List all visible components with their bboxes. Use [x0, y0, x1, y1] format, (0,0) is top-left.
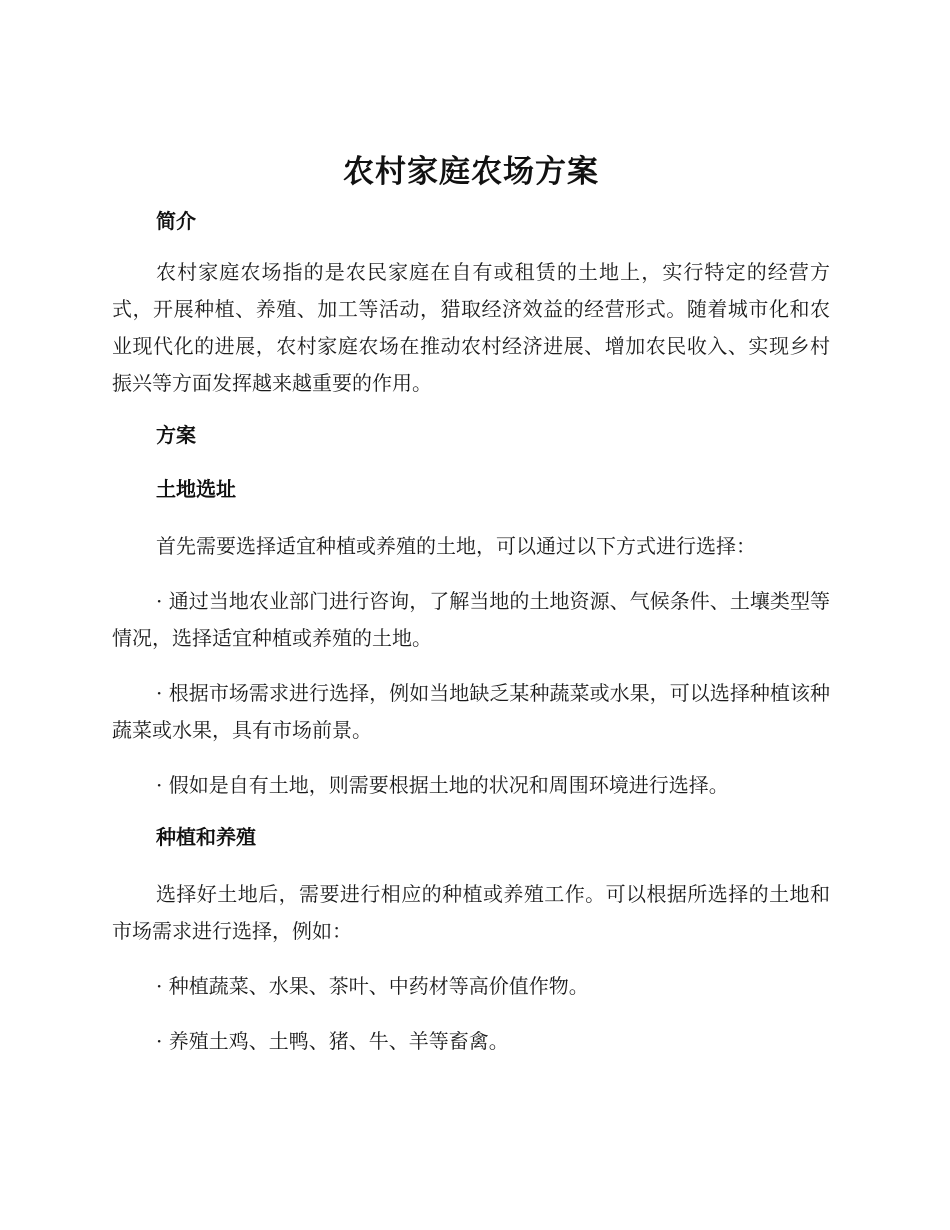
bullet-farming-1: · 种植蔬菜、水果、茶叶、中药材等高价值作物。 — [156, 974, 589, 998]
bullet-land-1: · 通过当地农业部门进行咨询，了解当地的土地资源、气候条件、土壤类型等情况，选择适宜种植或养殖的土地。 — [112, 589, 830, 650]
bullet-land-3: · 假如是自有土地，则需要根据土地的状况和周围环境进行选择。 — [156, 773, 729, 797]
paragraph-intro: 农村家庭农场指的是农民家庭在自有或租赁的土地上，实行特定的经营方式，开展种植、养殖、加工等活动，猎取经济效益的经营形式。随着城市化和农业现代化的进展，农村家庭农场在推动农村经济进展、增加农民收入、实现乡村振兴等方面发挥越来越重要的作用。 — [112, 260, 830, 395]
document-title: 农村家庭农场方案 — [343, 154, 599, 190]
paragraph-farming: 选择好土地后，需要进行相应的种植或养殖工作。可以根据所选择的土地和市场需求进行选择，例如： — [112, 882, 830, 943]
heading-plan: 方案 — [156, 423, 196, 447]
paragraph-land-selection: 首先需要选择适宜种植或养殖的土地，可以通过以下方式进行选择： — [156, 534, 756, 558]
heading-land-selection: 土地选址 — [156, 477, 236, 501]
heading-intro: 简介 — [156, 209, 196, 233]
bullet-land-2: · 根据市场需求进行选择，例如当地缺乏某种蔬菜或水果，可以选择种植该种蔬菜或水果，具有市场前景。 — [112, 681, 830, 742]
heading-farming: 种植和养殖 — [156, 825, 256, 849]
bullet-farming-2: · 养殖土鸡、土鸭、猪、牛、羊等畜禽。 — [156, 1029, 509, 1053]
document-content — [112, 150, 830, 1060]
